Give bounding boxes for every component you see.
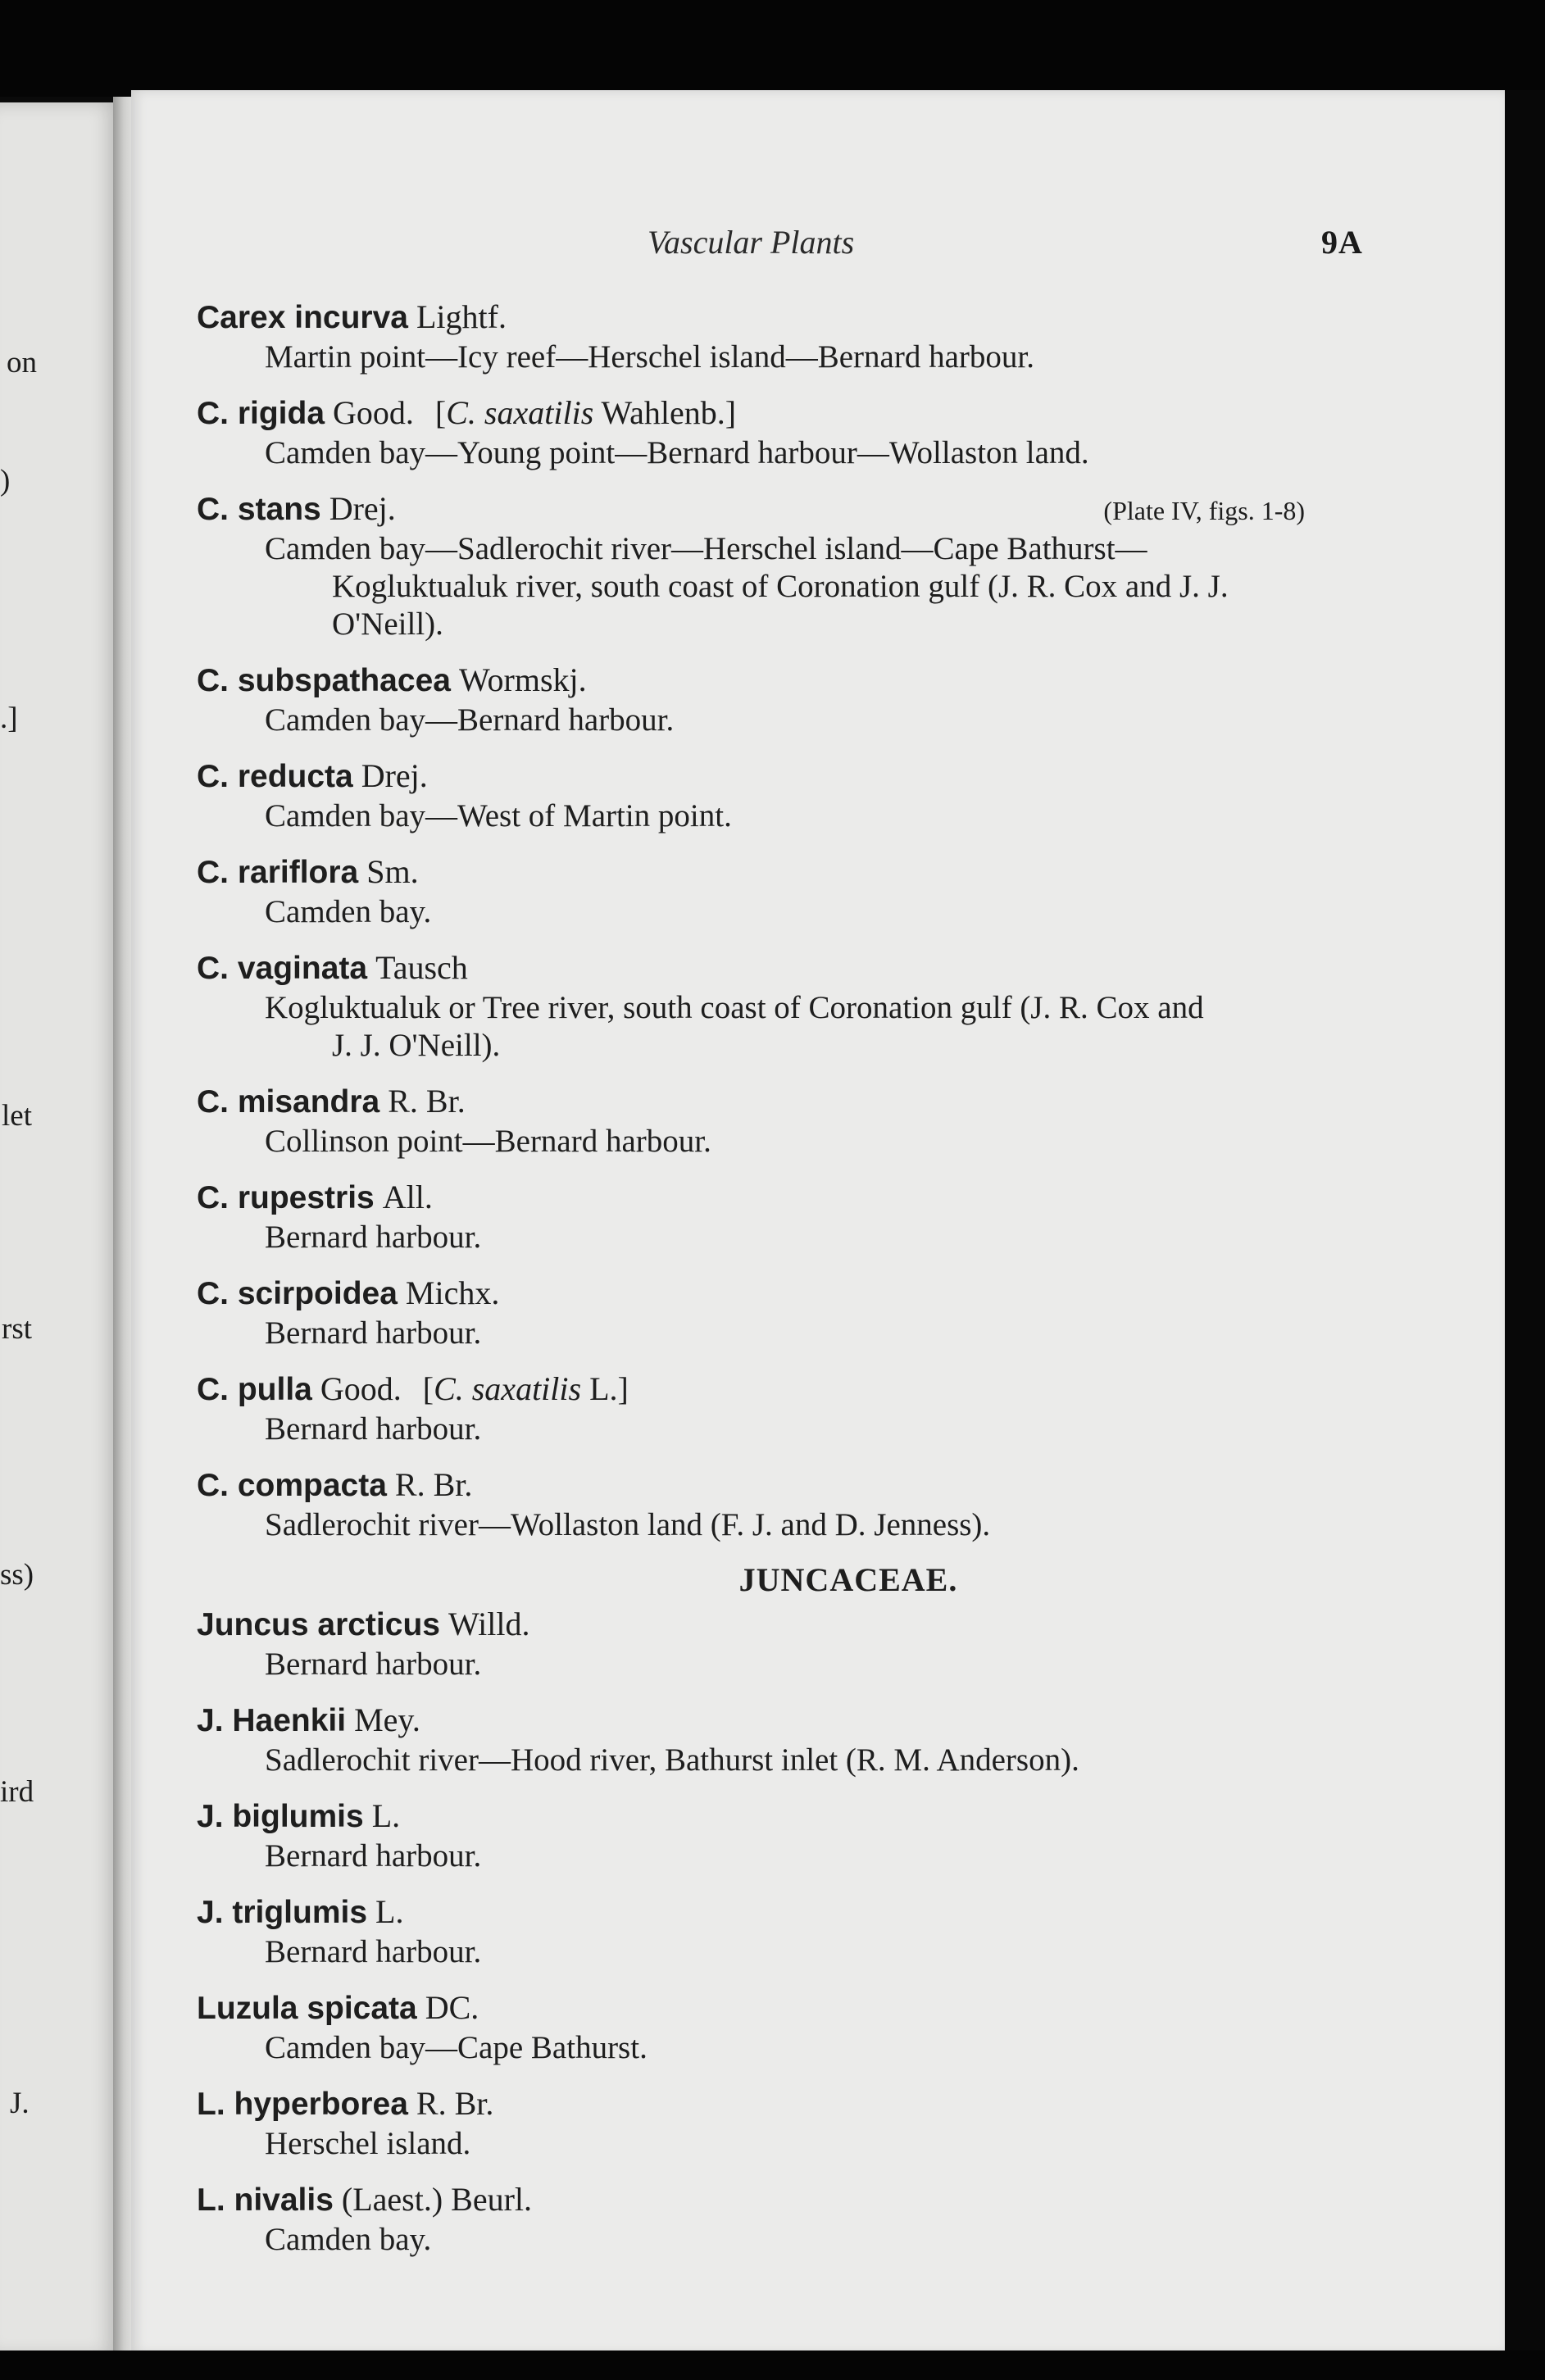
species-entry (197, 1177, 1377, 1256)
species-list (197, 297, 1377, 2275)
left-page-fragment: let (2, 1099, 32, 1133)
left-page-fragment: rst (2, 1312, 32, 1346)
species-locality: Camden bay—Young point—Bernard harbour—Wollaston land. (265, 435, 1089, 470)
species-name: C. stans (197, 492, 321, 527)
species-locality: Sadlerochit river—Wollaston land (F. J. and D. Jenness). (265, 1507, 991, 1542)
species-author: Good. (320, 1370, 402, 1407)
species-name: C. pulla (197, 1372, 312, 1407)
species-locality: Martin point—Icy reef—Herschel island—Bernard harbour. (265, 339, 1034, 375)
species-locality: Bernard harbour. (265, 1934, 482, 1969)
species-locality: Camden bay—Sadlerochit river—Herschel island—Cape Bathurst— Kogluktualuk river, south coast of Coronation gulf (J. R. Cox and J. J. O'Neill). (265, 531, 1229, 642)
species-name: C. compacta (197, 1468, 387, 1503)
species-locality: Collinson point—Bernard harbour. (265, 1124, 711, 1159)
species-name: C. reducta (197, 759, 353, 794)
species-entry (197, 1465, 1377, 1544)
left-page-fragment: ) (0, 464, 11, 497)
species-author: Tausch (375, 949, 468, 986)
left-page-fragment: .] (0, 702, 18, 735)
species-author: R. Br. (416, 2085, 494, 2122)
species-name: C. subspathacea (197, 663, 451, 698)
species-entry (197, 393, 1377, 472)
species-locality: Bernard harbour. (265, 1411, 482, 1447)
species-author: Wormskj. (458, 661, 587, 698)
species-entry (197, 756, 1377, 835)
left-page-fragment: J. (10, 2087, 30, 2120)
species-locality: Herschel island. (265, 2126, 471, 2161)
species-name: Luzula spicata (197, 1991, 417, 2026)
species-entry (197, 488, 1377, 643)
species-author: Willd. (448, 1606, 530, 1642)
species-entry (197, 1892, 1377, 1971)
scan-bottom-border (0, 2350, 1545, 2380)
species-entry (197, 1796, 1377, 1875)
species-entry (197, 2083, 1377, 2163)
species-entry (197, 1369, 1377, 1448)
species-name: Carex incurva (197, 300, 408, 335)
family-heading: JUNCACEAE. (738, 1561, 958, 1598)
species-name: C. rariflora (197, 855, 359, 890)
species-author: Sm. (366, 853, 419, 890)
species-name: C. vaginata (197, 951, 368, 986)
species-synonym: [C. saxatilis Wahlenb.] (434, 394, 737, 431)
species-author: L. (375, 1893, 404, 1930)
species-name: C. misandra (197, 1084, 380, 1120)
species-entry (197, 1987, 1377, 2067)
species-locality: Bernard harbour. (265, 1315, 482, 1351)
species-name: C. rupestris (197, 1180, 375, 1215)
species-author: Drej. (329, 490, 396, 527)
species-entry (197, 1700, 1377, 1779)
left-page-edge (0, 102, 123, 2356)
species-entry (197, 660, 1377, 739)
species-author: Michx. (405, 1274, 500, 1311)
species-author: L. (371, 1797, 401, 1834)
running-header-title: Vascular Plants (648, 224, 855, 261)
species-name: J. Haenkii (197, 1703, 347, 1738)
species-locality: Camden bay. (265, 894, 432, 929)
species-name: C. scirpoidea (197, 1276, 398, 1311)
species-author: DC. (425, 1989, 479, 2026)
species-name: L. nivalis (197, 2182, 334, 2218)
species-author: Good. (333, 394, 414, 431)
species-entry (197, 1081, 1377, 1160)
species-locality: Sadlerochit river—Hood river, Bathurst inlet (R. M. Anderson). (265, 1742, 1079, 1778)
species-locality: Camden bay—West of Martin point. (265, 798, 732, 833)
species-entry (197, 852, 1377, 931)
species-name: Juncus arcticus (197, 1607, 440, 1642)
species-name: L. hyperborea (197, 2087, 408, 2122)
species-entry (197, 1273, 1377, 1352)
species-entry (197, 2179, 1377, 2259)
scan-top-border (0, 0, 1545, 97)
species-locality: Bernard harbour. (265, 1220, 482, 1255)
species-author: All. (382, 1179, 433, 1215)
species-author: R. Br. (394, 1466, 473, 1503)
species-locality: Camden bay—Cape Bathurst. (265, 2030, 648, 2065)
left-page-fragment: ird (0, 1775, 34, 1809)
left-page-fragment: on (7, 346, 37, 379)
species-author: (Laest.) Beurl. (341, 2181, 533, 2218)
species-entry (197, 947, 1377, 1065)
species-synonym: [C. saxatilis L.] (422, 1370, 629, 1407)
species-locality: Camden bay—Bernard harbour. (265, 702, 675, 738)
species-entry (197, 1604, 1377, 1683)
species-name: C. rigida (197, 396, 325, 431)
left-page-fragment: ss) (0, 1558, 34, 1592)
species-author: R. Br. (388, 1083, 466, 1120)
species-author: Mey. (354, 1701, 420, 1738)
species-locality: Kogluktualuk or Tree river, south coast of Coronation gulf (J. R. Cox and J. J. O'Neill). (265, 990, 1204, 1063)
species-name: J. biglumis (197, 1799, 364, 1834)
species-name: J. triglumis (197, 1895, 368, 1930)
species-locality: Camden bay. (265, 2222, 432, 2257)
plate-reference: (Plate IV, figs. 1-8) (1103, 496, 1305, 525)
page-number: 9A (1321, 224, 1363, 261)
species-locality: Bernard harbour. (265, 1646, 482, 1682)
scan-right-border (1505, 90, 1545, 2354)
species-entry (197, 297, 1377, 376)
species-author: Drej. (361, 757, 428, 794)
species-locality: Bernard harbour. (265, 1838, 482, 1874)
species-author: Lightf. (416, 298, 507, 335)
